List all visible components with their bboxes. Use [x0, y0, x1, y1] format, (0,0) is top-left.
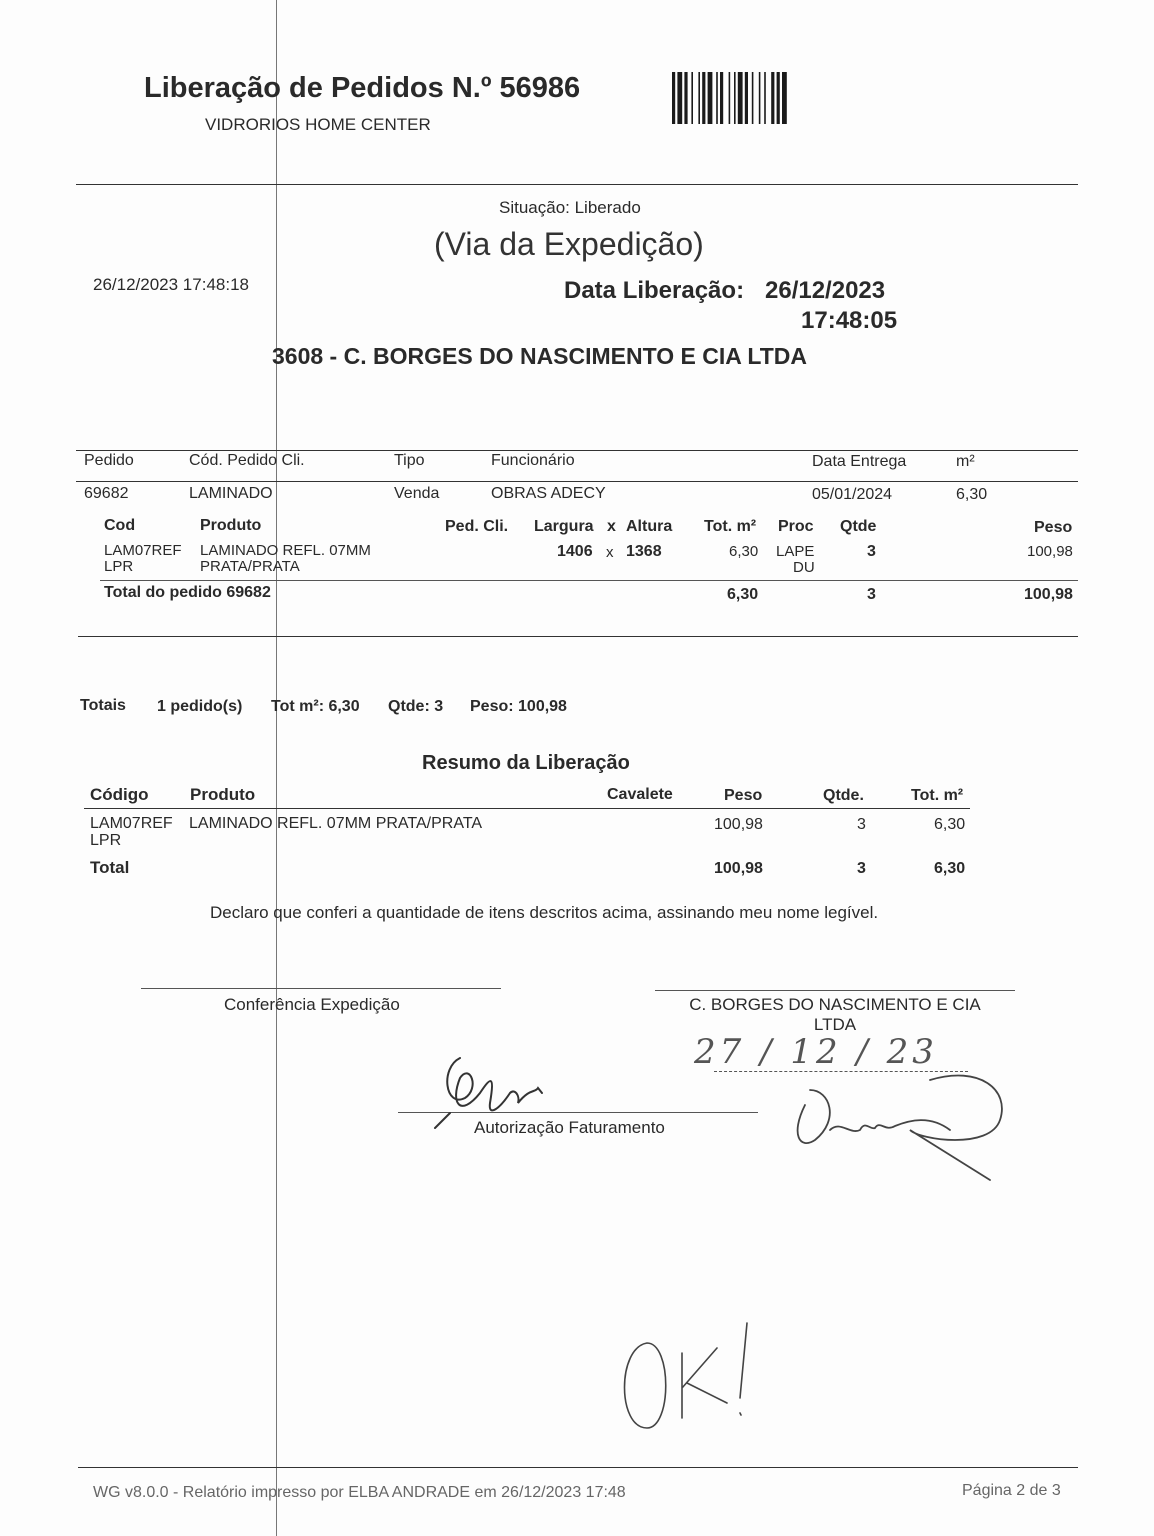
- pedido-number: 69682: [84, 485, 129, 502]
- pedido-header-divider: [76, 481, 1078, 482]
- item-produto-line1: LAMINADO REFL. 07MM: [200, 542, 371, 559]
- client-name: 3608 - C. BORGES DO NASCIMENTO E CIA LTDA: [272, 343, 808, 369]
- cliente-signature: [770, 1060, 1020, 1190]
- item-qtde-header: Qtde: [840, 518, 877, 535]
- funcionario-value: OBRAS ADECY: [491, 485, 606, 502]
- item-largura-header: Largura: [534, 518, 594, 535]
- total-pedido-m2: 6,30: [727, 586, 759, 603]
- totais-pedidos: 1 pedido(s): [157, 698, 243, 715]
- handwritten-ok: [612, 1318, 762, 1438]
- totais-qtde: Qtde: 3: [388, 698, 444, 715]
- via-label: (Via da Expedição): [434, 226, 704, 262]
- fold-line: [276, 0, 277, 1536]
- tipo-value: Venda: [394, 485, 440, 502]
- page-title: Liberação de Pedidos N.º 56986: [144, 72, 581, 104]
- cliente-signature-line: [655, 990, 1015, 991]
- pedido-table-top: [76, 450, 1078, 451]
- resumo-header-divider: [84, 808, 970, 809]
- item-proc-line2: DU: [793, 559, 815, 576]
- totais-label: Totais: [80, 697, 126, 714]
- item-tot-m2-header: Tot. m²: [704, 518, 757, 535]
- item-qtde: 3: [867, 543, 876, 560]
- pedido-table-bottom: [78, 636, 1078, 637]
- m2-value: 6,30: [956, 486, 988, 503]
- col-tipo-header: Tipo: [394, 452, 425, 469]
- resumo-total-tot-m2: 6,30: [934, 860, 966, 877]
- item-cod-header: Cod: [104, 517, 136, 534]
- col-pedido-header: Pedido: [84, 452, 134, 469]
- declaration-text: Declaro que conferi a quantidade de itens descritos acima, assinando meu nome legível.: [210, 903, 879, 922]
- data-entrega-value: 05/01/2024: [812, 486, 893, 503]
- resumo-peso: 100,98: [714, 816, 763, 833]
- cod-pedido-cli: LAMINADO: [189, 485, 273, 502]
- col-cod-pedido-cli-header: Cód. Pedido Cli.: [189, 452, 305, 469]
- resumo-tot-m2: 6,30: [934, 816, 966, 833]
- header-divider: [76, 184, 1078, 185]
- footer-left: WG v8.0.0 - Relatório impresso por ELBA ANDRADE em 26/12/2023 17:48: [93, 1484, 626, 1501]
- totais-tot-m2: Tot m²: 6,30: [271, 698, 360, 715]
- conferencia-label: Conferência Expedição: [224, 995, 400, 1014]
- col-data-entrega-header: Data Entrega: [812, 453, 907, 470]
- autorizacao-signature: [420, 1048, 570, 1138]
- handwritten-date: 27 / 12 / 23: [694, 1032, 938, 1072]
- resumo-qtde: 3: [857, 816, 866, 833]
- print-timestamp: 26/12/2023 17:48:18: [93, 275, 249, 294]
- conferencia-signature-line: [141, 988, 501, 989]
- resumo-qtde-header: Qtde.: [823, 787, 864, 804]
- item-proc-line1: LAPE: [776, 543, 815, 560]
- resumo-codigo-header: Código: [90, 785, 149, 804]
- data-liberacao-time: 17:48:05: [801, 307, 898, 334]
- col-m2-header: m²: [956, 453, 975, 470]
- footer-page: Página 2 de 3: [962, 1482, 1061, 1499]
- resumo-cavalete-header: Cavalete: [607, 786, 673, 803]
- resumo-tot-m2-header: Tot. m²: [911, 787, 964, 804]
- autorizacao-label: Autorização Faturamento: [474, 1118, 665, 1137]
- total-pedido-peso: 100,98: [1024, 586, 1073, 603]
- item-ped-cli-header: Ped. Cli.: [445, 518, 509, 535]
- resumo-total-label: Total: [90, 858, 130, 877]
- item-proc-header: Proc: [778, 518, 814, 535]
- item-altura: 1368: [626, 543, 662, 560]
- totais-peso: Peso: 100,98: [470, 698, 567, 715]
- item-peso: 100,98: [1027, 543, 1073, 560]
- barcode-icon: [672, 72, 848, 124]
- total-pedido-label: Total do pedido 69682: [104, 584, 271, 601]
- data-liberacao-label: Data Liberação:: [564, 277, 745, 304]
- item-cod-line2: LPR: [104, 558, 134, 575]
- total-pedido-qtde: 3: [867, 586, 876, 603]
- resumo-total-qtde: 3: [857, 860, 866, 877]
- item-x-header: x: [607, 518, 616, 535]
- resumo-codigo-line2: LPR: [90, 832, 122, 849]
- item-divider: [100, 580, 1078, 581]
- item-tot-m2: 6,30: [729, 543, 759, 560]
- resumo-produto: LAMINADO REFL. 07MM PRATA/PRATA: [189, 815, 483, 832]
- situacao-label: Situação: Liberado: [499, 198, 641, 217]
- item-cod-line1: LAM07REF: [104, 542, 182, 559]
- item-largura: 1406: [557, 543, 593, 560]
- resumo-peso-header: Peso: [724, 787, 763, 804]
- company-name: VIDRORIOS HOME CENTER: [205, 115, 431, 134]
- item-altura-header: Altura: [626, 518, 673, 535]
- item-produto-header: Produto: [200, 517, 262, 534]
- cliente-sig-label-line1: C. BORGES DO NASCIMENTO E CIA: [689, 995, 981, 1014]
- item-peso-header: Peso: [1034, 519, 1073, 536]
- cliente-sig-label-line2: LTDA: [813, 1015, 857, 1034]
- col-funcionario-header: Funcionário: [491, 452, 575, 469]
- resumo-produto-header: Produto: [190, 785, 256, 804]
- footer-divider: [78, 1467, 1078, 1468]
- resumo-total-peso: 100,98: [714, 860, 763, 877]
- item-produto-line2: PRATA/PRATA: [200, 558, 300, 575]
- resumo-codigo-line1: LAM07REF: [90, 815, 173, 832]
- data-liberacao-date: 26/12/2023: [765, 277, 886, 304]
- item-x: x: [606, 544, 614, 561]
- resumo-title: Resumo da Liberação: [422, 752, 630, 774]
